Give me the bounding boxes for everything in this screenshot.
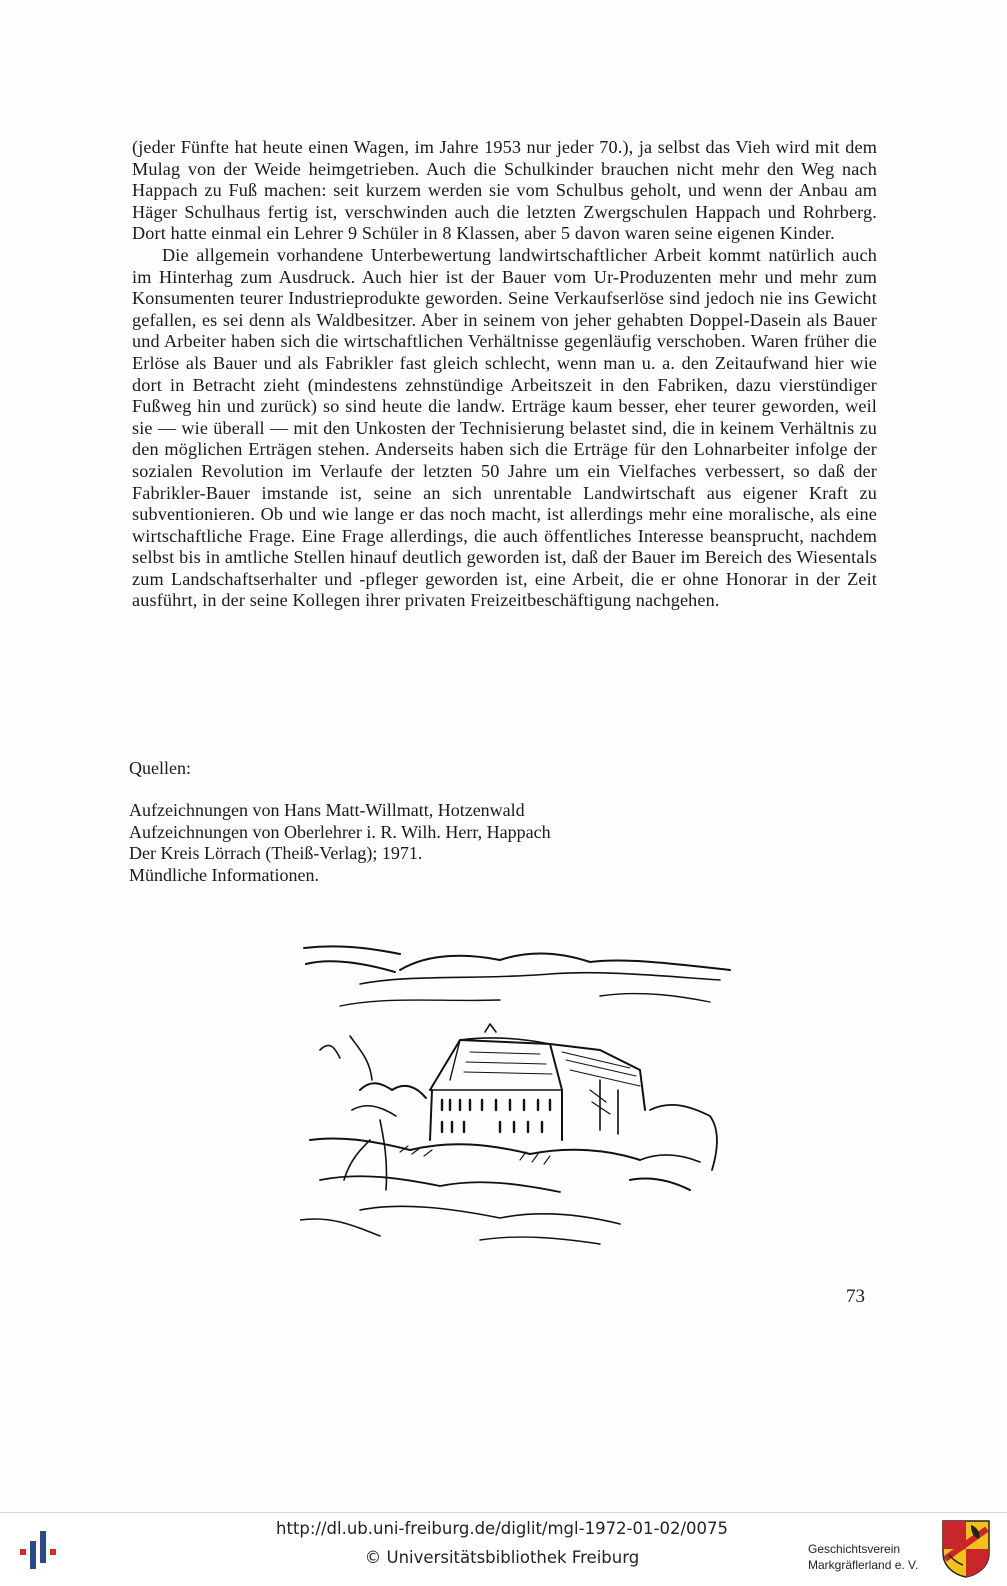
society-line-1: Geschichtsverein — [808, 1542, 901, 1556]
paragraph-1: (jeder Fünfte hat heute einen Wagen, im Jahre 1953 nur jeder 70.), ja selbst das Vieh wird mit dem Mulag von der Weide heimgetrieben. Auch die Schulkinder brauchen nicht mehr den Weg nach Happach zu Fuß machen: seit kurzem werden sie vom Schulbus geholt, und wenn der Anbau am Häger Schulhaus fertig ist, verschwinden auch die letzten Zwergschulen Happach und Rohrberg. Dort hatte einmal ein Lehrer 9 Schüler in 8 Klassen, aber 5 davon waren seine eigenen Kinder. — [132, 137, 877, 244]
footer-url-link[interactable]: http://dl.ub.uni-freiburg.de/diglit/mgl-1972-01-02/0075 — [275, 1519, 729, 1538]
society-line-2: Markgräflerland e. V. — [808, 1558, 919, 1572]
page-number: 73 — [846, 1286, 865, 1307]
farmhouse-sketch-illustration — [300, 940, 750, 1260]
sources-heading: Quellen: — [129, 758, 191, 778]
society-name — [808, 1541, 928, 1573]
sources-section — [129, 758, 829, 886]
source-item: Aufzeichnungen von Oberlehrer i. R. Wilh. Herr, Happach — [129, 821, 551, 842]
source-item: Der Kreis Lörrach (Theiß-Verlag); 1971. — [129, 843, 423, 864]
paragraph-2: Die allgemein vorhandene Unterbewertung landwirtschaftlicher Arbeit kommt natürlich auch im Hinterhag zum Ausdruck. Auch hier ist der Bauer vom Ur-Produzenten mehr und mehr zum Konsumenten teurer Industrieprodukte geworden. Seine Verkaufserlöse sind jedoch nie ins Gewicht gefallen, es sei denn als Waldbesitzer. Aber in seinem von jeher gehabten Doppel-Dasein als Bauer und Arbeiter haben sich die wirtschaftlichen Verhältnisse gegenläufig verschoben. Waren früher die Erlöse als Bauer und als Fabrikler fast gleich schlecht, wenn man u. a. den Zeitaufwand hier wie dort in Betracht zieht (mindestens zehnstündige Arbeitszeit in den Fabriken, dazu vierstündiger Fußweg hin und zurück) so sind heute die landw. Erträge kaum besser, eher teurer geworden, weil sie — wie überall — mit den Unkosten der Technisierung belastet sind, die in keinem Verhältnis zu den möglichen Erträgen stehen. Anderseits haben sich die Erträge für den Lohnarbeiter infolge der sozialen Revolution im Verlaufe der letzten 50 Jahre um ein Vielfaches verbessert, so daß der Fabrikler-Bauer imstande ist, seine an sich unrentable Landwirtschaft aus eigener Kraft zu subventionieren. Ob und wie lange er das noch macht, ist allerdings mehr eine moralische, als eine wirtschaftliche Frage. Eine Frage allerdings, die auch öffentliches Interesse beansprucht, nachdem selbst bis in amtliche Stellen hinauf deutlich geworden ist, daß der Bauer im Bereich des Wiesentals zum Landschaftserhalter und -pfleger geworden ist, eine Arbeit, die er ohne Honorar in der Zeit ausführt, in der seine Kollegen ihrer privaten Freizeitbeschäftigung nachgehen. — [132, 244, 877, 611]
footer-copyright: © Universitätsbibliothek Freiburg — [364, 1548, 640, 1567]
society-crest-icon — [941, 1519, 991, 1579]
body-text — [132, 137, 877, 612]
source-item: Mündliche Informationen. — [129, 864, 319, 885]
source-item: Aufzeichnungen von Hans Matt-Willmatt, Hotzenwald — [129, 800, 525, 821]
university-library-logo — [12, 1527, 66, 1575]
